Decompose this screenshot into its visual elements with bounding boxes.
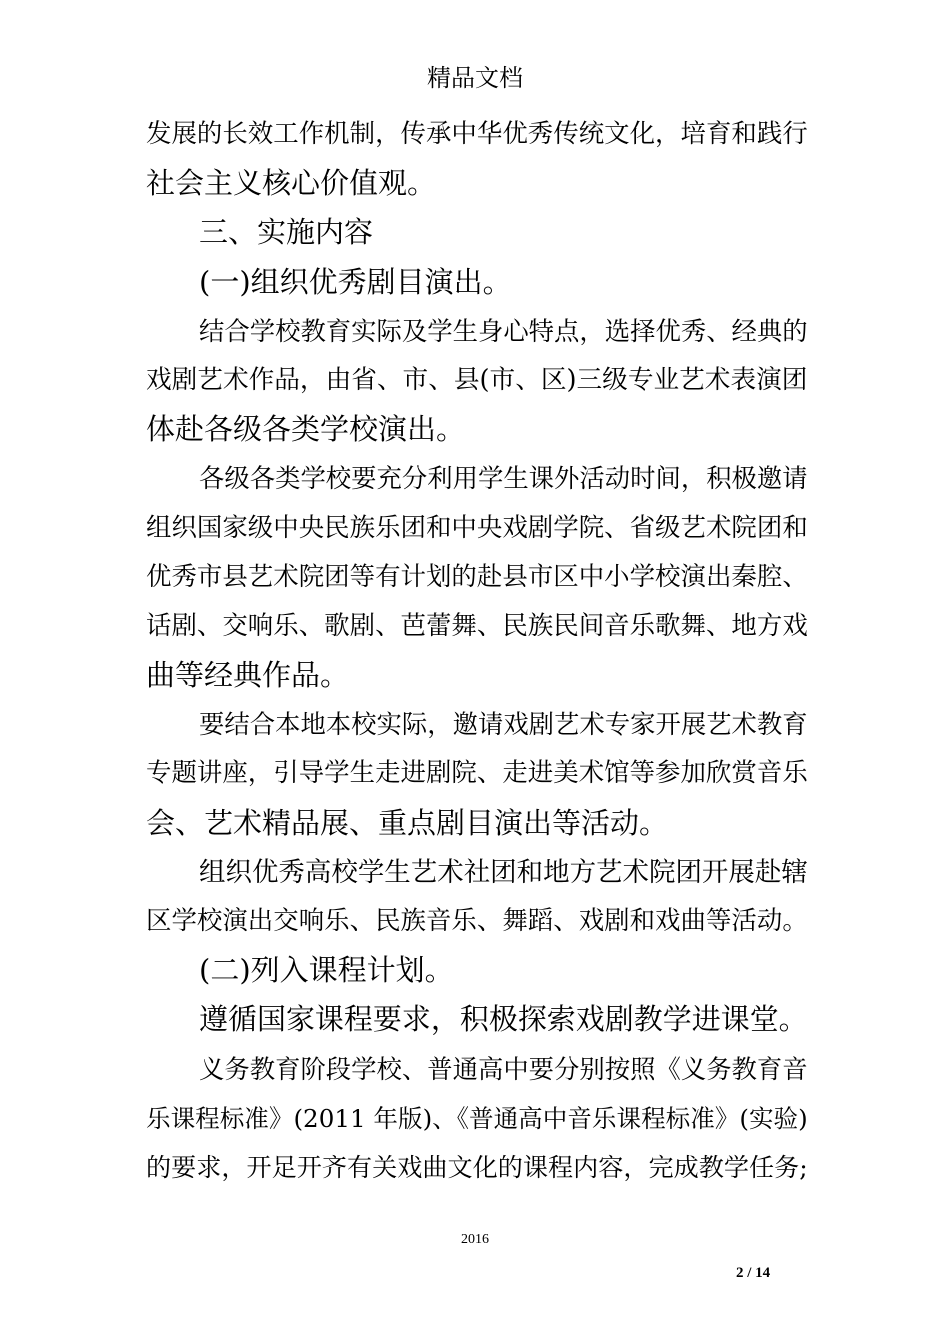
- text-line: 戏剧艺术作品，由省、市、县(市、区)三级专业艺术表演团: [146, 364, 808, 395]
- text-line: 优秀市县艺术院团等有计划的赴县市区中小学校演出秦腔、: [146, 561, 808, 592]
- text-line: 各级各类学校要充分利用学生课外活动时间，积极邀请: [199, 463, 808, 494]
- text-line: 组织国家级中央民族乐团和中央戏剧学院、省级艺术院团和: [146, 512, 808, 543]
- text-line: 义务教育阶段学校、普通高中要分别按照《义务教育音: [199, 1053, 808, 1084]
- text-line: 遵循国家课程要求，积极探索戏剧教学进课堂。: [199, 1002, 808, 1037]
- text-line: 乐课程标准》(2011 年版)、《普通高中音乐课程标准》(实验): [146, 1103, 808, 1133]
- text-line: 曲等经典作品。: [146, 658, 350, 693]
- section-heading: 三、实施内容: [199, 215, 374, 250]
- text-line: 话剧、交响乐、歌剧、芭蕾舞、民族民间音乐歌舞、地方戏: [146, 610, 808, 641]
- text-line: 的要求，开足开齐有关戏曲文化的课程内容，完成教学任务;: [146, 1152, 808, 1182]
- text-line: 组织优秀高校学生艺术社团和地方艺术院团开展赴辖: [199, 856, 808, 888]
- page-number: 2 / 14: [736, 1265, 771, 1281]
- text-line: 发展的长效工作机制，传承中华优秀传统文化，培育和践行: [146, 119, 808, 149]
- subsection-heading: (二)列入课程计划。: [199, 953, 454, 988]
- subsection-heading: (一)组织优秀剧目演出。: [199, 264, 512, 299]
- text-line: 专题讲座，引导学生走进剧院、走进美术馆等参加欣赏音乐: [146, 758, 808, 789]
- text-line: 区学校演出交响乐、民族音乐、舞蹈、戏剧和戏曲等活动。: [146, 906, 808, 936]
- text-line: 结合学校教育实际及学生身心特点，选择优秀、经典的: [199, 315, 808, 346]
- text-line: 社会主义核心价值观。: [146, 166, 437, 201]
- document-header-title: 精品文档: [427, 64, 523, 92]
- document-body: [146, 110, 808, 1192]
- text-line: 要结合本地本校实际，邀请戏剧艺术专家开展艺术教育: [199, 709, 808, 740]
- text-line: 会、艺术精品展、重点剧目演出等活动。: [146, 805, 669, 840]
- text-line: 体赴各级各类学校演出。: [146, 412, 466, 447]
- footer-year: 2016: [461, 1232, 489, 1247]
